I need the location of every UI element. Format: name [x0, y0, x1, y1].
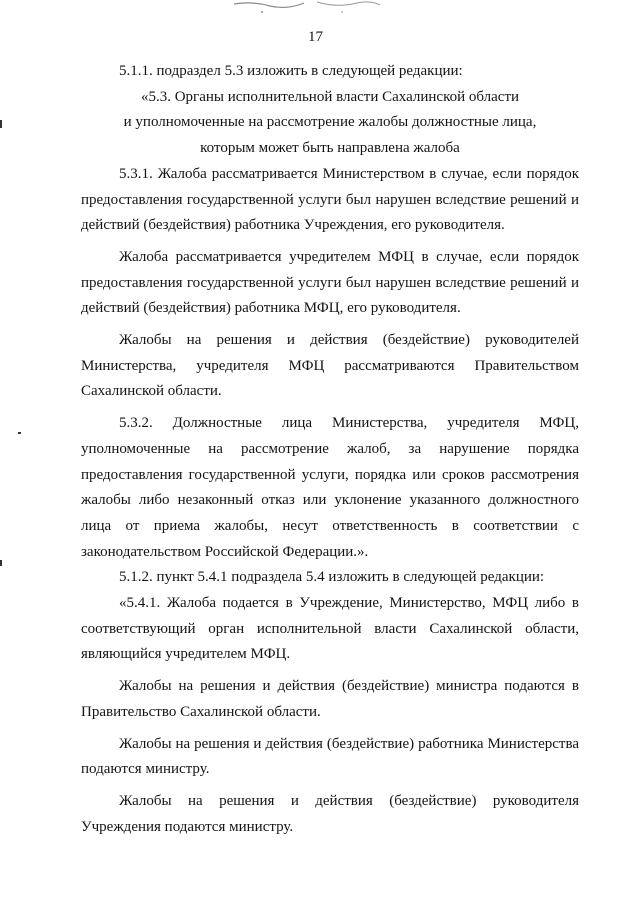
section-heading-line: «5.3. Органы исполнительной власти Сахалинской области	[140, 88, 520, 105]
paragraph: Жалобы на решения и действия (бездействие) министра подаются в Правительство Сахалинской области.	[81, 678, 579, 720]
paragraph: Жалобы на решения и действия (бездействие) работника Министерства подаются министру.	[81, 735, 579, 778]
scan-edge-mark	[0, 560, 2, 566]
scan-edge-mark	[18, 432, 21, 434]
paragraph: 5.3.1. Жалоба рассматривается Министерством в случае, если порядок предоставления государственной услуги был нарушен вследствие решений и действий (бездействия) работника Учреждения, его руководителя.	[81, 165, 579, 234]
paragraph: 5.3.2. Должностные лица Министерства, учредителя МФЦ, уполномоченные на рассмотрение жалоб, за нарушение порядка предоставления государственной услуги, порядка или сроков рассмотрения жалобы либо незаконный отказ или уклонение указанного должностного лица от приема жалобы, несут ответственность в соответствии с законодательством Российской Федерации.».	[81, 415, 579, 560]
section-heading-line: и уполномоченные на рассмотрение жалобы должностные лица,	[123, 114, 537, 131]
paragraph: Жалобы на решения и действия (бездействие) руководителя Учреждения подаются министру.	[81, 792, 579, 835]
scan-artifact-top	[232, 0, 382, 16]
paragraph: Жалобы на решения и действия (бездействие) руководителей Министерства, учредителя МФЦ рассматриваются Правительством Сахалинской области.	[81, 332, 579, 400]
paragraph: 5.1.1. подраздел 5.3 изложить в следующей редакции:	[119, 63, 463, 79]
document-body	[81, 59, 579, 840]
paragraph: «5.4.1. Жалоба подается в Учреждение, Министерство, МФЦ либо в соответствующий орган исполнительной власти Сахалинской области, являющийся учредителем МФЦ.	[81, 595, 579, 663]
paragraph: 5.1.2. пункт 5.4.1 подраздела 5.4 изложить в следующей редакции:	[119, 569, 545, 586]
scan-edge-mark	[0, 120, 2, 128]
paragraph: Жалоба рассматривается учредителем МФЦ в случае, если порядок предоставления государственной услуги был нарушен вследствие решений и действий (бездействия) работника МФЦ, его руководителя.	[81, 248, 579, 317]
section-heading-line: которым может быть направлена жалоба	[200, 140, 460, 157]
page-number: 17	[308, 29, 323, 45]
